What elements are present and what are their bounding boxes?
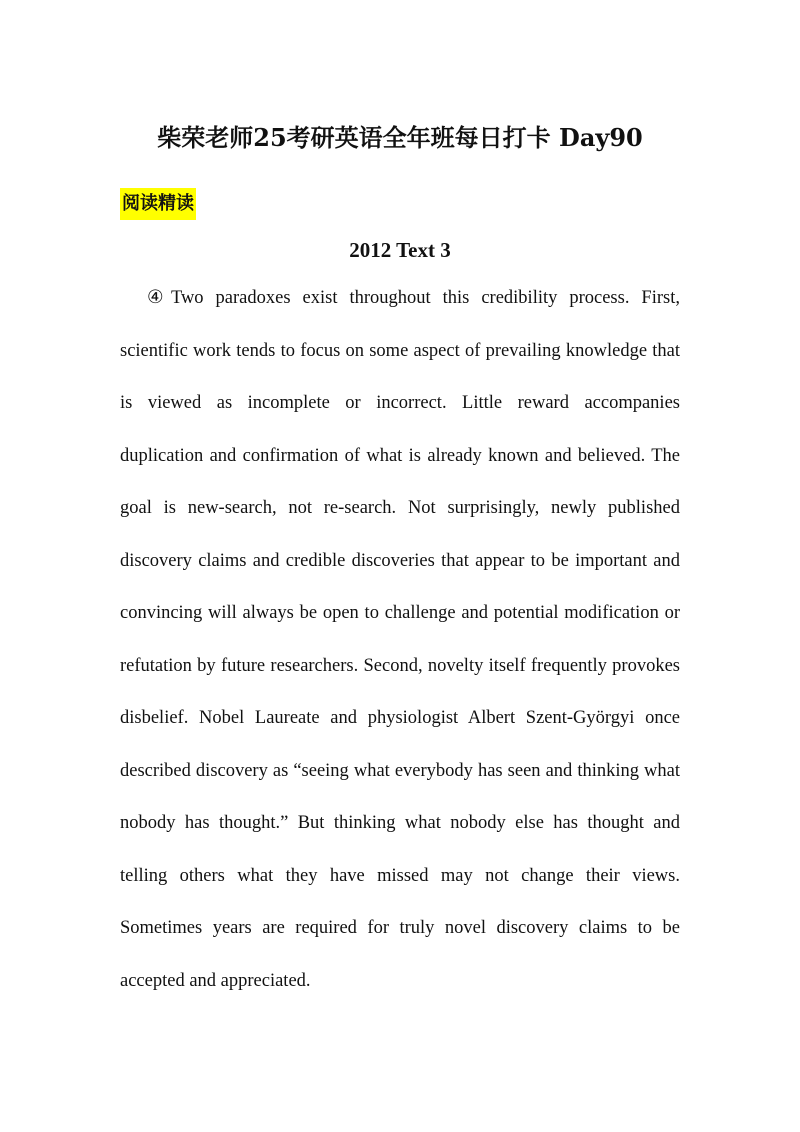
passage-paragraph: ④Two paradoxes exist throughout this credibility process. First, scientific work tends to focus on some aspect of prevailing knowledge that is viewed as incomplete or incorrect. Little reward accompanies duplication and confirmation of what is already known and believed. The goal is new-search, not re-search. Not surprisingly, newly published discovery claims and credible discoveries that appear to be important and convincing will always be open to challenge and potential modification or refutation by future researchers. Second, novelty itself frequently provokes disbelief. Nobel Laureate and physiologist Albert Szent-Györgyi once described discovery as “seeing what everybody has seen and thinking what nobody has thought.” But thinking what nobody else has thought and telling others what they have missed may not change their views. Sometimes years are required for truly novel discovery claims to be accepted and appreciated. <box>120 288 680 991</box>
section-tag-highlight: 阅读精读 <box>120 188 196 220</box>
page-title: 柴荣老师25考研英语全年班每日打卡 Day90 <box>157 123 643 152</box>
passage-heading: 2012 Text 3 <box>349 238 451 262</box>
